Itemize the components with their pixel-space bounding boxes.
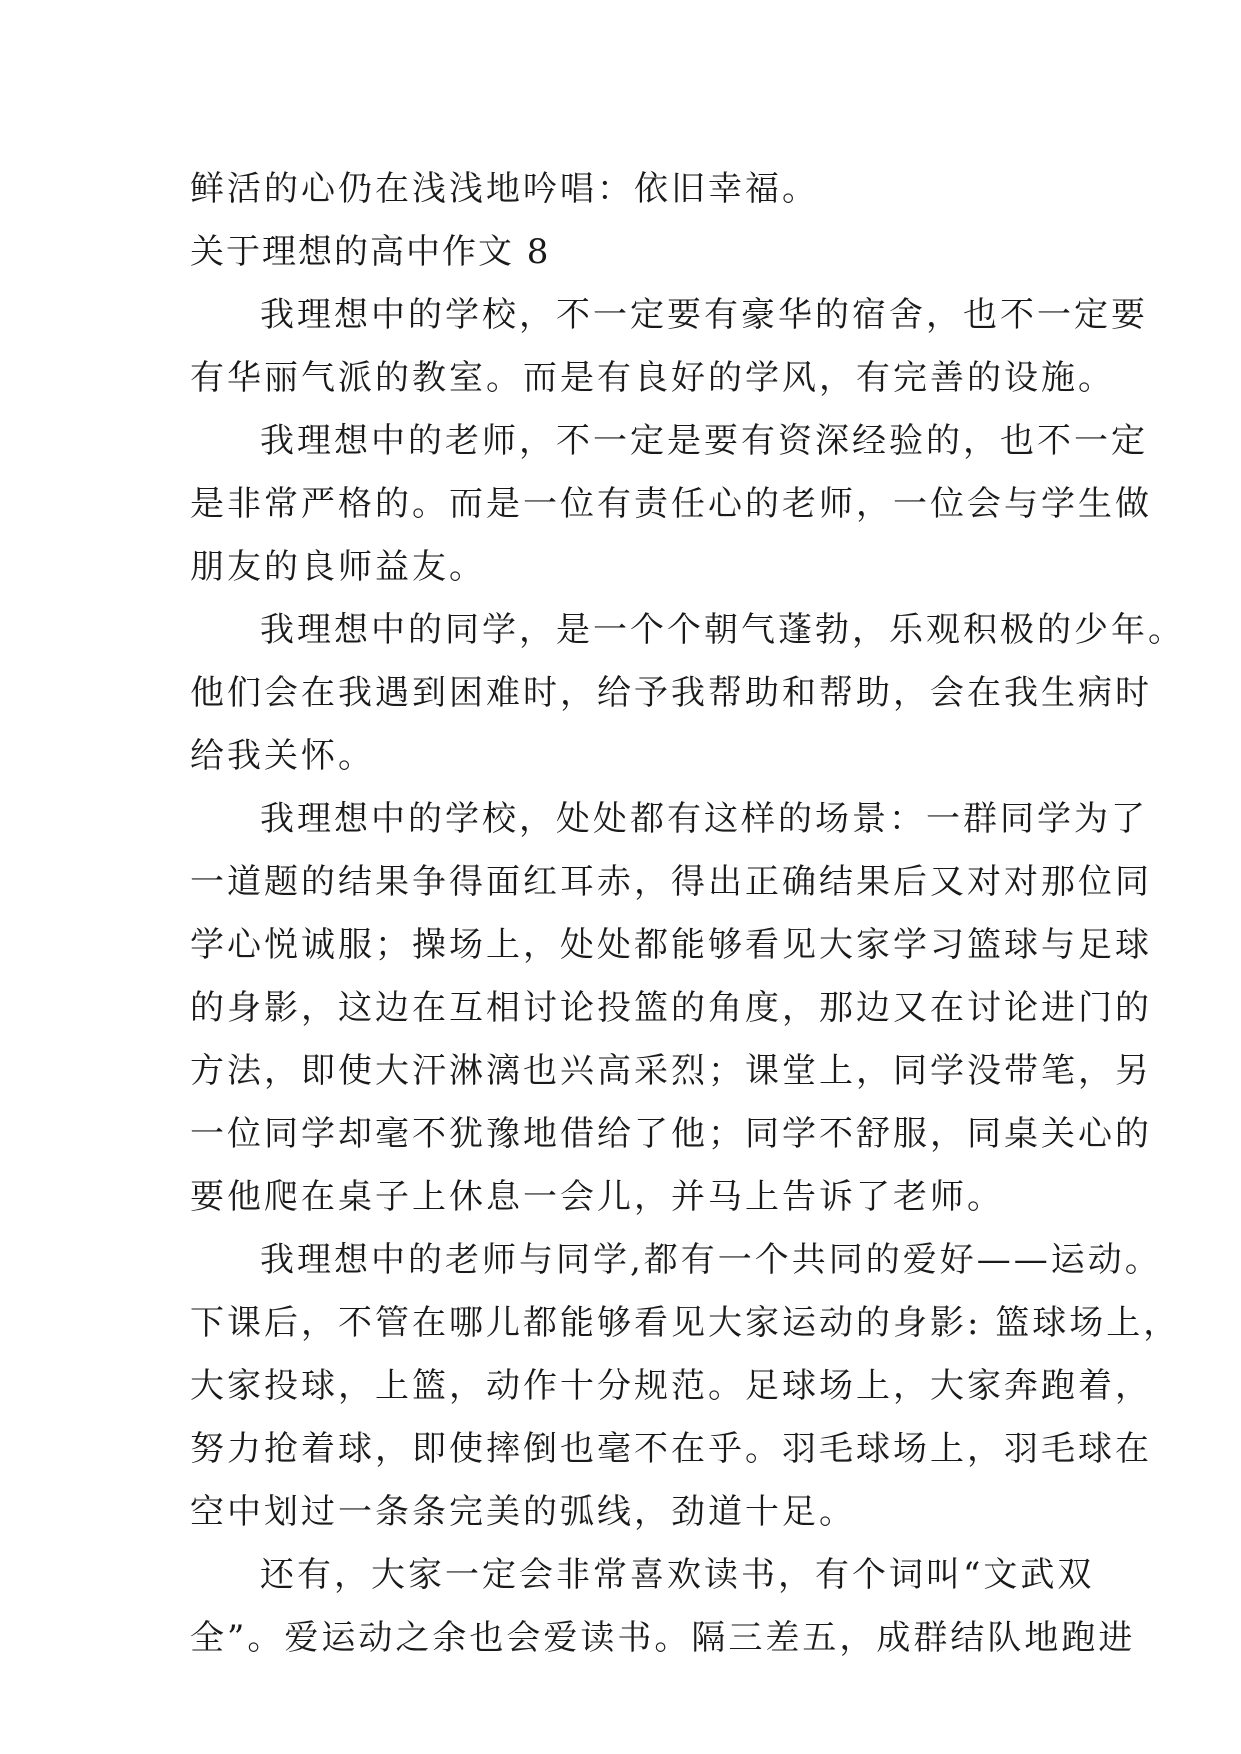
paragraph-line: 有华丽气派的教室。而是有良好的学风，有完善的设施。 <box>190 358 1115 398</box>
paragraph-line: 我理想中的老师与同学,都有一个共同的爱好——运动。 <box>260 1240 1162 1280</box>
paragraph-line: 方法，即使大汗淋漓也兴高采烈；课堂上，同学没带笔，另 <box>190 1051 1152 1091</box>
essay-body <box>190 158 1185 1670</box>
paragraph-line: 全”。爱运动之余也会爱读书。隔三差五，成群结队地跑进 <box>190 1618 1136 1658</box>
paragraph-line: 一道题的结果争得面红耳赤，得出正确结果后又对对那位同 <box>190 862 1152 902</box>
paragraph-line: 给我关怀。 <box>190 736 375 776</box>
paragraph-line: 我理想中的学校，不一定要有豪华的宿舍，也不一定要 <box>260 295 1148 335</box>
paragraph-line: 他们会在我遇到困难时，给予我帮助和帮助，会在我生病时 <box>190 673 1152 713</box>
paragraph-line: 大家投球，上篮，动作十分规范。足球场上，大家奔跑着， <box>190 1366 1152 1406</box>
paragraph-line: 是非常严格的。而是一位有责任心的老师，一位会与学生做 <box>190 484 1152 524</box>
paragraph-line: 我理想中的同学，是一个个朝气蓬勃，乐观积极的少年。 <box>260 610 1185 650</box>
paragraph-line: 努力抢着球，即使摔倒也毫不在乎。羽毛球场上，羽毛球在 <box>190 1429 1152 1469</box>
paragraph-line: 还有，大家一定会非常喜欢读书，有个词叫“文武双 <box>260 1555 1095 1595</box>
text-line: 鲜活的心仍在浅浅地吟唱：依旧幸福。 <box>190 169 819 209</box>
paragraph-line: 一位同学却毫不犹豫地借给了他；同学不舒服，同桌关心的 <box>190 1114 1152 1154</box>
section-title: 关于理想的高中作文 8 <box>190 232 551 272</box>
paragraph-line: 学心悦诚服；操场上，处处都能够看见大家学习篮球与足球 <box>190 925 1152 965</box>
paragraph-line: 下课后，不管在哪儿都能够看见大家运动的身影: 篮球场上， <box>190 1303 1181 1343</box>
paragraph-line: 朋友的良师益友。 <box>190 547 486 587</box>
paragraph-line: 我理想中的老师，不一定是要有资深经验的，也不一定 <box>260 421 1148 461</box>
paragraph-line: 的身影，这边在互相讨论投篮的角度，那边又在讨论进门的 <box>190 988 1152 1028</box>
paragraph-line: 要他爬在桌子上休息一会儿，并马上告诉了老师。 <box>190 1177 1004 1217</box>
paragraph-line: 我理想中的学校，处处都有这样的场景：一群同学为了 <box>260 799 1148 839</box>
paragraph-line: 空中划过一条条完美的弧线，劲道十足。 <box>190 1492 856 1532</box>
